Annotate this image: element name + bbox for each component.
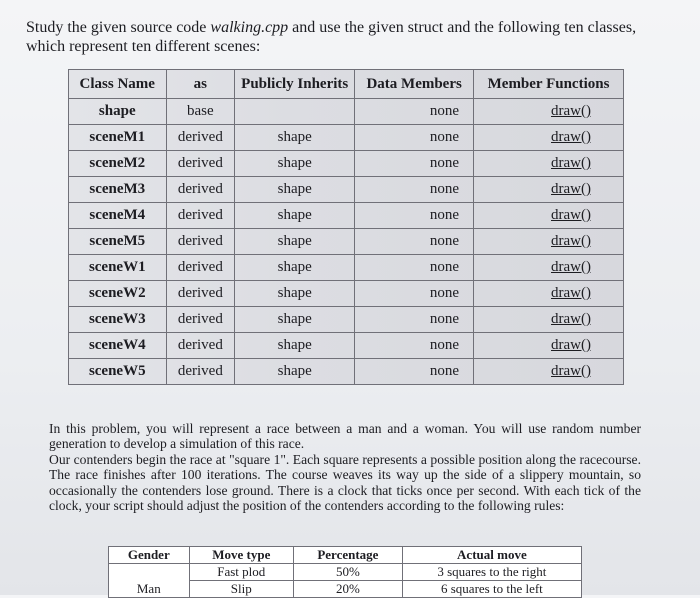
inherits-cell: shape [235, 229, 355, 255]
members-cell: none [355, 203, 474, 229]
table-row [69, 99, 624, 125]
draw-function-link[interactable]: draw() [551, 233, 591, 249]
class-name-cell: sceneM4 [69, 203, 167, 229]
inherits-cell: shape [235, 177, 355, 203]
members-cell: none [355, 125, 474, 151]
inherits-cell: shape [235, 151, 355, 177]
inherits-cell: shape [235, 281, 355, 307]
header-gender: Gender [109, 547, 190, 564]
table-row [109, 564, 582, 581]
draw-function-link[interactable]: draw() [551, 129, 591, 145]
functions-cell [474, 177, 624, 203]
as-cell: base [166, 99, 235, 125]
as-cell: derived [166, 255, 235, 281]
as-cell: derived [166, 229, 235, 255]
as-cell: derived [166, 125, 235, 151]
intro-text-start: Study the given source code [26, 19, 211, 36]
functions-cell [474, 307, 624, 333]
header-data-members: Data Members [355, 70, 474, 99]
percentage-cell: 50% [293, 564, 402, 581]
inherits-cell: shape [235, 255, 355, 281]
table-row [69, 281, 624, 307]
table-row [69, 229, 624, 255]
table-row [69, 333, 624, 359]
header-actual-move: Actual move [402, 547, 581, 564]
class-table [68, 69, 624, 385]
functions-cell [474, 229, 624, 255]
table-row [69, 307, 624, 333]
draw-function-link[interactable]: draw() [551, 259, 591, 275]
class-name-cell: sceneM2 [69, 151, 167, 177]
table-row [69, 203, 624, 229]
draw-function-link[interactable]: draw() [551, 285, 591, 301]
inherits-cell: shape [235, 203, 355, 229]
draw-function-link[interactable]: draw() [551, 207, 591, 223]
class-table-header [69, 70, 624, 99]
members-cell: none [355, 229, 474, 255]
class-name-cell: sceneW3 [69, 307, 167, 333]
class-name-cell: sceneW4 [69, 333, 167, 359]
as-cell: derived [166, 333, 235, 359]
inherits-cell: shape [235, 359, 355, 385]
class-name-cell: sceneM1 [69, 125, 167, 151]
functions-cell [474, 99, 624, 125]
as-cell: derived [166, 203, 235, 229]
intro-paragraph [26, 18, 676, 56]
members-cell: none [355, 255, 474, 281]
percentage-cell: 20% [293, 581, 402, 598]
as-cell: derived [166, 151, 235, 177]
header-member-functions: Member Functions [474, 70, 624, 99]
inherits-cell: shape [235, 307, 355, 333]
draw-function-link[interactable]: draw() [551, 363, 591, 379]
members-cell: none [355, 333, 474, 359]
functions-cell [474, 151, 624, 177]
draw-function-link[interactable]: draw() [551, 337, 591, 353]
table-row [69, 359, 624, 385]
as-cell: derived [166, 281, 235, 307]
intro-text-end: and use the given struct and the following ten classes, which represent ten different scenes: [26, 19, 637, 55]
table-row [69, 151, 624, 177]
members-cell: none [355, 151, 474, 177]
as-cell: derived [166, 359, 235, 385]
actual-move-cell: 6 squares to the left [402, 581, 581, 598]
class-name-cell: sceneM5 [69, 229, 167, 255]
class-name-cell: sceneM3 [69, 177, 167, 203]
inherits-cell: shape [235, 125, 355, 151]
functions-cell [474, 359, 624, 385]
class-name-cell: sceneW2 [69, 281, 167, 307]
header-as: as [166, 70, 235, 99]
members-cell: none [355, 281, 474, 307]
header-move-type: Move type [189, 547, 293, 564]
draw-function-link[interactable]: draw() [551, 103, 591, 119]
as-cell: derived [166, 307, 235, 333]
draw-function-link[interactable]: draw() [551, 311, 591, 327]
table-row [69, 125, 624, 151]
movement-rules-table [108, 546, 582, 598]
members-cell: none [355, 177, 474, 203]
move-type-cell: Slip [189, 581, 293, 598]
problem-paragraph-2: Our contenders begin the race at "square 1". Each square represents a possible position along the racecourse. The race finishes after 100 iterations. The course weaves its way up the side of a slippery mountain, so occasionally the contenders lose ground. There is a clock that ticks once per second. With each tick of the clock, your script should adjust the position of the contenders according to the following rules: [49, 451, 641, 514]
class-name-cell: sceneW5 [69, 359, 167, 385]
class-name-cell: shape [69, 99, 167, 125]
header-publicly-inherits: Publicly Inherits [235, 70, 355, 99]
source-filename: walking.cpp [210, 19, 289, 36]
actual-move-cell: 3 squares to the right [402, 564, 581, 581]
class-name-cell: sceneW1 [69, 255, 167, 281]
header-class-name: Class Name [69, 70, 167, 99]
rules-table-header [109, 547, 582, 564]
as-cell: derived [166, 177, 235, 203]
move-type-cell: Fast plod [189, 564, 293, 581]
inherits-cell: shape [235, 333, 355, 359]
members-cell: none [355, 307, 474, 333]
functions-cell [474, 255, 624, 281]
table-row [69, 255, 624, 281]
draw-function-link[interactable]: draw() [551, 181, 591, 197]
functions-cell [474, 333, 624, 359]
problem-paragraph-1: In this problem, you will represent a race between a man and a woman. You will use random number generation to develop a simulation of this race. [49, 421, 641, 452]
table-row [69, 177, 624, 203]
header-percentage: Percentage [293, 547, 402, 564]
functions-cell [474, 125, 624, 151]
draw-function-link[interactable]: draw() [551, 155, 591, 171]
functions-cell [474, 281, 624, 307]
gender-cell: Man [109, 564, 190, 598]
members-cell: none [355, 359, 474, 385]
members-cell: none [355, 99, 474, 125]
inherits-cell [235, 99, 355, 125]
problem-description [49, 421, 641, 513]
functions-cell [474, 203, 624, 229]
